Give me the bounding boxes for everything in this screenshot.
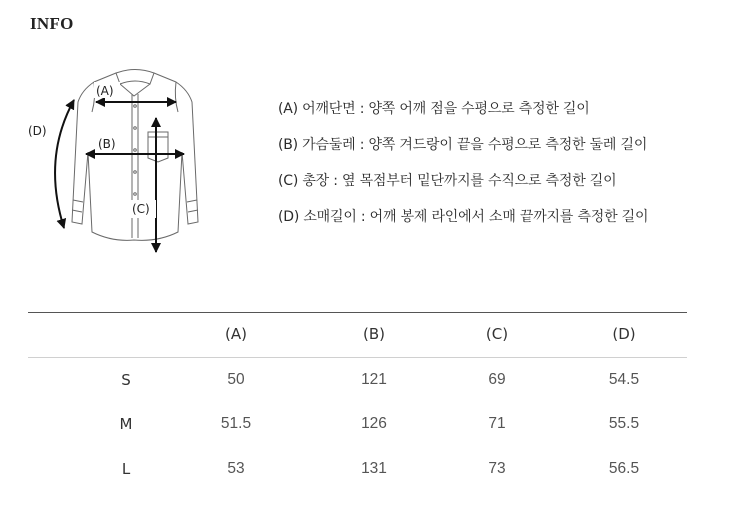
table-row [28,412,687,436]
table-top-rule [28,312,687,313]
header-b: (B) [363,325,385,343]
row-size-label: L [121,460,131,478]
header-d: (D) [612,325,636,343]
table-header-row [28,322,687,346]
measure-arrow-d [55,100,74,228]
cell-c: 73 [488,460,506,477]
cell-d: 56.5 [608,460,640,477]
diagram-label-b: (B) [98,137,116,151]
diagram-label-c: (C) [132,202,150,216]
diagram-label-d: (D) [28,124,47,138]
cell-b: 126 [361,415,387,432]
page-title: INFO [30,14,74,33]
legend-line-d: (D) 소매길이 : 어깨 봉제 라인에서 소매 끝까지를 측정한 길이 [278,209,649,225]
row-size-label: S [121,371,131,389]
table-header-rule [28,357,687,358]
cell-d: 55.5 [608,415,640,432]
legend-line-c: (C) 총장 : 옆 목점부터 밑단까지를 수직으로 측정한 길이 [278,173,617,189]
cell-b: 131 [361,460,387,477]
table-row [28,457,687,481]
cell-a: 53 [227,460,245,477]
table-row [28,368,687,392]
header-c: (C) [485,325,509,343]
header-a: (A) [225,325,247,343]
cell-a: 50 [227,371,245,388]
legend-line-a: (A) 어깨단면 : 양쪽 어깨 점을 수평으로 측정한 길이 [278,101,590,117]
cell-d: 54.5 [608,371,640,388]
cell-b: 121 [361,371,387,388]
cell-c: 69 [488,371,506,388]
cell-a: 51.5 [220,415,252,432]
legend-line-b: (B) 가슴둘레 : 양쪽 겨드랑이 끝을 수평으로 측정한 둘레 길이 [278,137,648,153]
row-size-label: M [119,415,133,433]
diagram-label-a: (A) [96,84,114,98]
cell-c: 71 [488,415,506,432]
shirt-measurement-diagram [22,62,222,262]
measurement-legend [278,98,648,242]
